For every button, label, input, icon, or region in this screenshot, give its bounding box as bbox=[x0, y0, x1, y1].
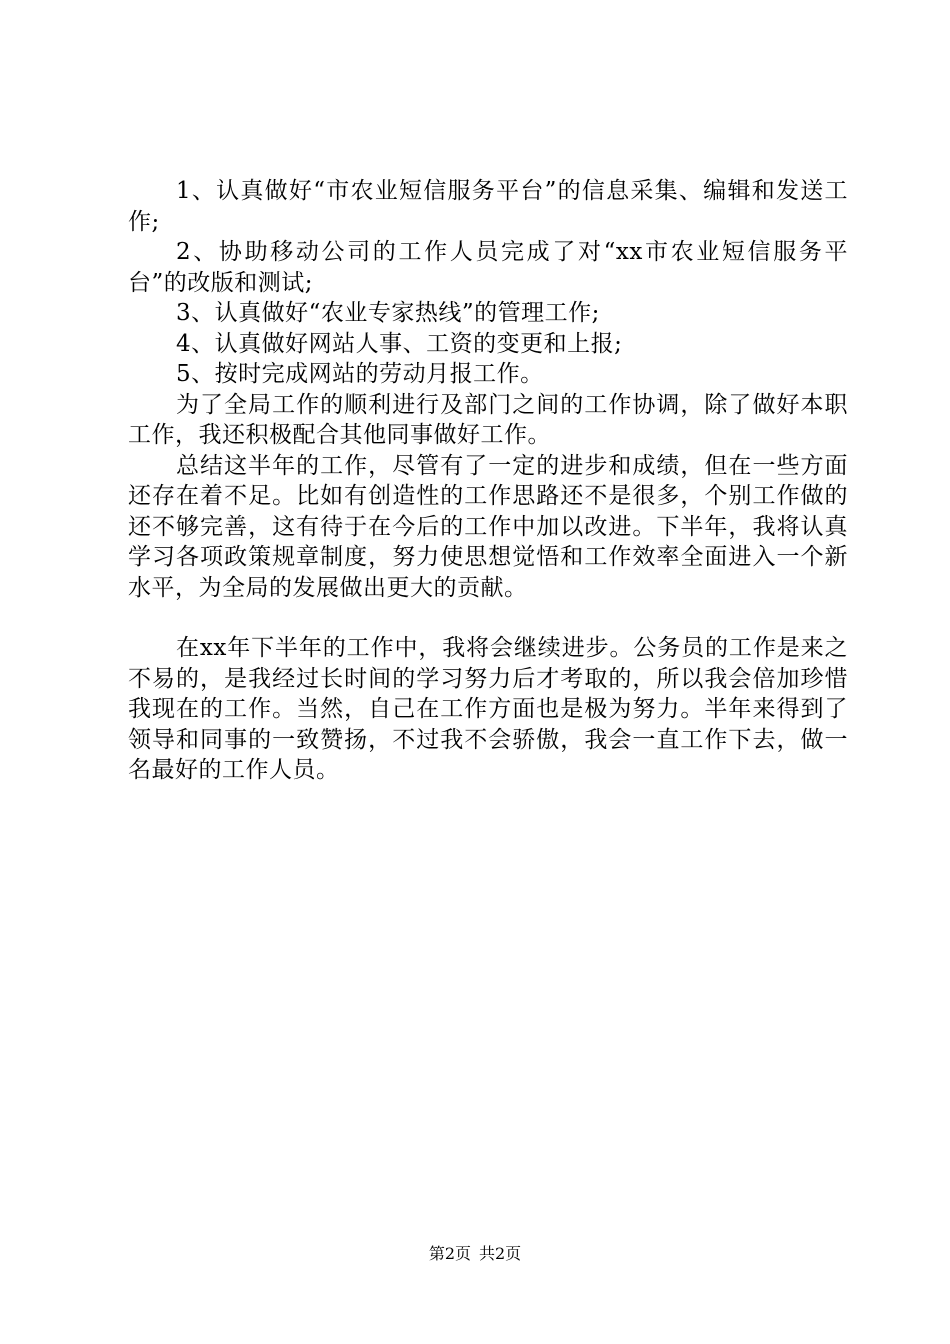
page-footer bbox=[0, 1244, 950, 1264]
paragraph-summary: 总结这半年的工作，尽管有了一定的进步和成绩，但在一些方面还存在着不足。比如有创造性的工作思路还不是很多，个别工作做的还不够完善，这有待于在今后的工作中加以改进。下半年，我将认真学习各项政策规章制度，努力使思想觉悟和工作效率全面进入一个新水平，为全局的发展做出更大的贡献。 bbox=[128, 452, 848, 601]
document-body bbox=[128, 176, 848, 786]
page-total: 共2页 bbox=[479, 1244, 522, 1263]
paragraph-item-4: 4、认真做好网站人事、工资的变更和上报; bbox=[176, 330, 623, 357]
paragraph-item-2: 2、协助移动公司的工作人员完成了对“xx市农业短信服务平台”的改版和测试; bbox=[128, 239, 848, 296]
paragraph-outlook: 在xx年下半年的工作中，我将会继续进步。公务员的工作是来之不易的，是我经过长时间的学习努力后才考取的，所以我会倍加珍惜我现在的工作。当然，自己在工作方面也是极为努力。半年来得到了领导和同事的一致赞扬，不过我不会骄傲，我会一直工作下去，做一名最好的工作人员。 bbox=[128, 635, 848, 783]
paragraph-item-5: 5、按时完成网站的劳动月报工作。 bbox=[176, 361, 544, 387]
page-number: 第2页 bbox=[428, 1244, 471, 1263]
paragraph-item-3: 3、认真做好“农业专家热线”的管理工作; bbox=[176, 300, 600, 326]
paragraph-cooperation: 为了全局工作的顺利进行及部门之间的工作协调，除了做好本职工作，我还积极配合其他同事做好工作。 bbox=[128, 391, 848, 448]
paragraph-item-1: 1、认真做好“市农业短信服务平台”的信息采集、编辑和发送工作; bbox=[128, 178, 848, 235]
